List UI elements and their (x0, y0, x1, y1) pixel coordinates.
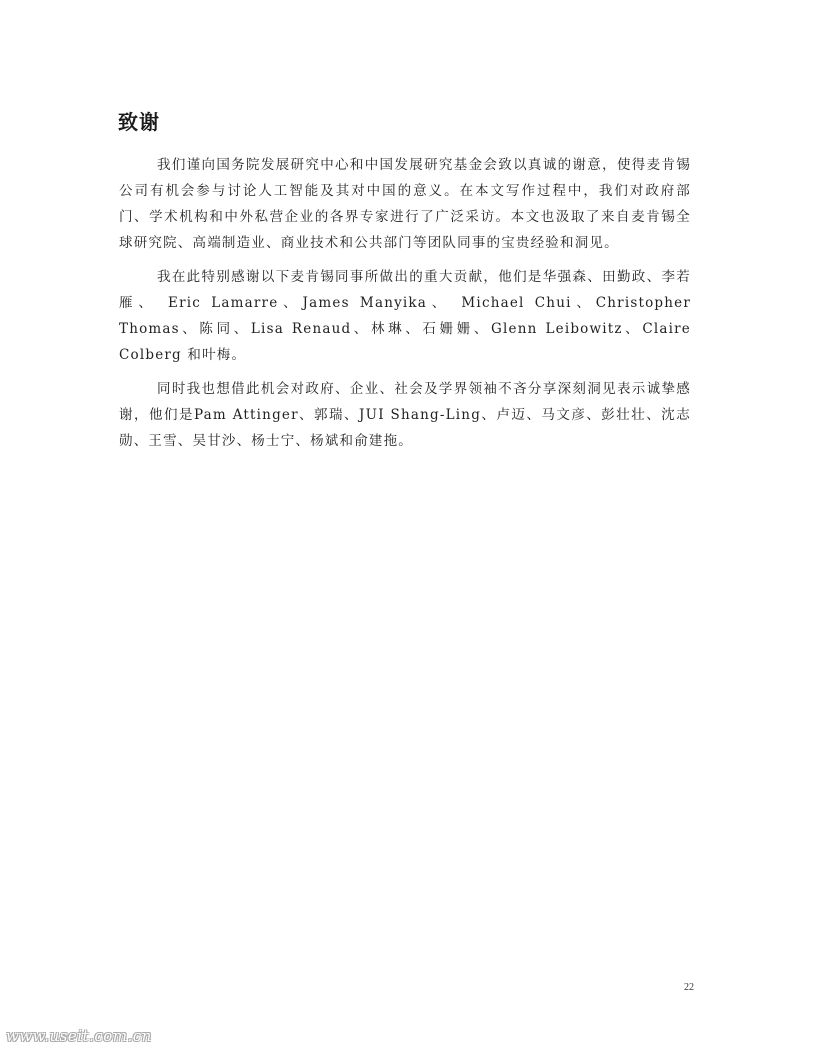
paragraph-3: 同时我也想借此机会对政府、企业、社会及学界领袖不吝分享深刻洞见表示诚挚感谢，他们是Pam Attinger、郭瑞、JUI Shang-Ling、卢迈、马文彦、彭壮壮、沈志勋、王雪、吴甘沙、杨士宁、杨斌和俞建拖。 (119, 381, 691, 449)
paragraph-2: 我在此特别感谢以下麦肯锡同事所做出的重大贡献，他们是华强森、田勤政、李若雁、 Eric Lamarre、James Manyika、 Michael Chui、Christopher Thomas、陈同、Lisa Renaud、林琳、石姗姗、Glenn Leibowitz、Claire Colberg 和叶梅。 (119, 269, 691, 363)
watermark: www.useit.com.cn (6, 1027, 152, 1045)
page-number: 22 (684, 982, 694, 993)
page-title: 致谢 (118, 110, 160, 134)
body-text (119, 152, 691, 462)
paragraph-1: 我们谨向国务院发展研究中心和中国发展研究基金会致以真诚的谢意，使得麦肯锡公司有机会参与讨论人工智能及其对中国的意义。在本文写作过程中，我们对政府部门、学术机构和中外私营企业的各界专家进行了广泛采访。本文也汲取了来自麦肯锡全球研究院、高端制造业、商业技术和公共部门等团队同事的宝贵经验和洞见。 (119, 157, 691, 251)
